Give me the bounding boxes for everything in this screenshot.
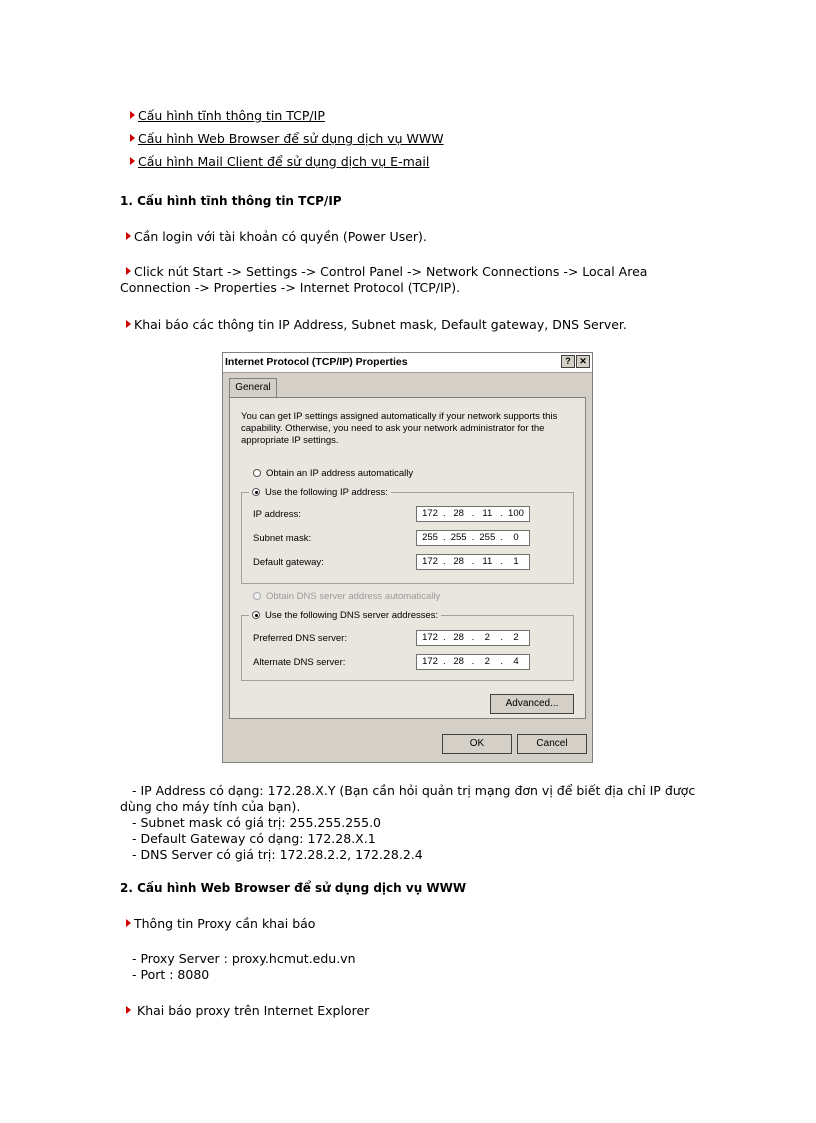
proxy-port: - Port : 8080 [132,967,210,982]
radio-obtain-dns-auto[interactable]: Obtain DNS server address automatically [253,591,440,602]
ip-address-field[interactable]: 172 . 28 . 11 . 100 [416,506,530,522]
radio-disabled-icon [253,592,261,600]
section2-heading: 2. Cấu hình Web Browser để sử dụng dịch vụ WWW [120,881,467,895]
note-dns-server: - DNS Server có giá trị: 172.28.2.2, 172.28.2.4 [132,847,423,862]
link-item-mail-client[interactable] [130,154,429,170]
default-gateway-label: Default gateway: [253,557,324,568]
ip-address-label: IP address: [253,509,301,520]
ie-proxy: Khai báo proxy trên Internet Explorer [126,1003,369,1019]
bullet-arrow-icon [126,919,131,927]
dialog-title: Internet Protocol (TCP/IP) Properties [225,356,408,368]
bullet-arrow-icon [126,320,131,328]
bullet-arrow-icon [126,1006,131,1014]
radio-checked-icon [252,611,260,619]
radio-use-following-dns[interactable]: Use the following DNS server addresses: [249,610,441,621]
note-ip-address-cont: dùng cho máy tính của bạn). [120,799,301,814]
note-subnet-mask: - Subnet mask có giá trị: 255.255.255.0 [132,815,382,830]
radio-use-following-ip[interactable]: Use the following IP address: [249,487,391,498]
subnet-mask-label: Subnet mask: [253,533,312,544]
radio-checked-icon [252,488,260,496]
step-click-start-cont: Connection -> Properties -> Internet Protocol (TCP/IP). [120,280,461,295]
link-tcpip[interactable]: Cấu hình tĩnh thông tin TCP/IP [138,108,325,123]
bullet-arrow-icon [126,232,131,240]
dns-server-group [241,615,574,681]
section1-heading: 1. Cấu hình tĩnh thông tin TCP/IP [120,194,342,208]
default-gateway-field[interactable]: 172 . 28 . 11 . 1 [416,554,530,570]
note-default-gateway: - Default Gateway có dạng: 172.28.X.1 [132,831,376,846]
proxy-info: Thông tin Proxy cần khai báo [126,916,315,932]
link-item-web-browser[interactable] [130,131,444,147]
bullet-arrow-icon [130,134,135,142]
close-button[interactable]: ✕ [576,355,590,368]
tcpip-properties-dialog [222,352,593,763]
cancel-button[interactable]: Cancel [517,734,587,754]
preferred-dns-label: Preferred DNS server: [253,633,347,644]
advanced-button[interactable]: Advanced... [490,694,574,714]
step-login: Cần login với tài khoản có quyền (Power User). [126,229,427,245]
bullet-arrow-icon [130,111,135,119]
tab-general[interactable]: General [229,378,277,398]
bullet-arrow-icon [126,267,131,275]
note-ip-address: - IP Address có dạng: 172.28.X.Y (Bạn cần hỏi quản trị mạng đơn vị để biết địa chỉ IP được [132,783,696,798]
preferred-dns-field[interactable]: 172 . 28 . 2 . 2 [416,630,530,646]
link-web-browser[interactable]: Cấu hình Web Browser để sử dụng dịch vụ WWW [138,131,444,146]
step-declare-ip: Khai báo các thông tin IP Address, Subnet mask, Default gateway, DNS Server. [126,317,627,333]
link-item-tcpip[interactable] [130,108,325,124]
bullet-arrow-icon [130,157,135,165]
subnet-mask-field[interactable]: 255 . 255 . 255 . 0 [416,530,530,546]
step-click-start: Click nút Start -> Settings -> Control Panel -> Network Connections -> Local Area [126,264,647,280]
ok-button[interactable]: OK [442,734,512,754]
proxy-server: - Proxy Server : proxy.hcmut.edu.vn [132,951,356,966]
radio-obtain-ip-auto[interactable]: Obtain an IP address automatically [253,468,413,479]
link-mail-client[interactable]: Cấu hình Mail Client để sử dụng dịch vụ E-mail [138,154,430,169]
dialog-intro-text: You can get IP settings assigned automatically if your network supports this capability. Otherwise, you need to ask your network administrator for the appropriate IP settings. [241,411,558,446]
alternate-dns-field[interactable]: 172 . 28 . 2 . 4 [416,654,530,670]
dialog-titlebar [223,353,592,373]
help-button[interactable]: ? [561,355,575,368]
alternate-dns-label: Alternate DNS server: [253,657,346,668]
radio-unchecked-icon [253,469,261,477]
